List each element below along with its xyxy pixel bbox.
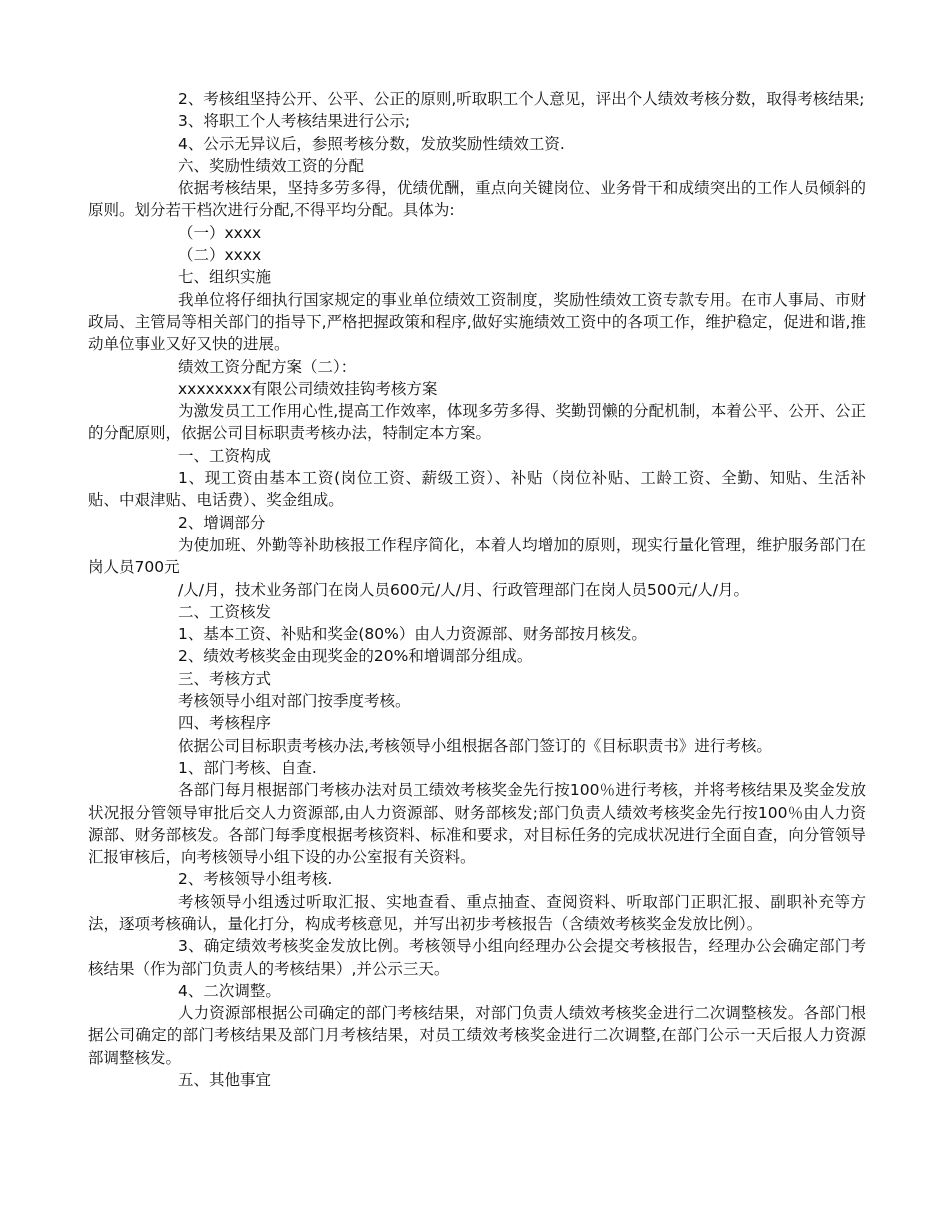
section-heading: 二、工资核发 xyxy=(178,602,272,621)
paragraph: 为使加班、外勤等补助核报工作程序简化，本着人均增加的原则，现实行量化管理，维护服务部门在岗人员700元 xyxy=(88,535,866,577)
section-heading: 2、考核领导小组考核. xyxy=(178,870,333,889)
paragraph: 1、基本工资、补贴和奖金(80%）由人力资源部、财务部按月核发。 xyxy=(178,625,647,644)
paragraph: 考核领导小组对部门按季度考核。 xyxy=(178,692,411,711)
list-item: （一）xxxx xyxy=(178,223,262,242)
paragraph: 依据考核结果，坚持多劳多得，优绩优酬，重点向关键岗位、业务骨干和成绩突出的工作人员倾斜的原则。划分若干档次进行分配,不得平均分配。具体为: xyxy=(88,179,866,220)
paragraph: 4、公示无异议后，参照考核分数，发放奖励性绩效工资. xyxy=(178,134,565,153)
paragraph: 考核领导小组透过听取汇报、实地查看、重点抽查、查阅资料、听取部门正职汇报、副职补充等方法，逐项考核确认，量化打分，构成考核意见，并写出初步考核报告（含绩效考核奖金发放比例）。 xyxy=(88,892,866,933)
section-heading: 七、组织实施 xyxy=(178,268,272,287)
section-heading: 1、部门考核、自查. xyxy=(178,758,317,777)
paragraph: 3、确定绩效考核奖金发放比例。考核领导小组向经理办公会提交考核报告，经理办公会确定部门考核结果（作为部门负责人的考核结果）,并公示三天。 xyxy=(88,937,866,978)
paragraph: 为激发员工工作用心性,提高工作效率，体现多劳多得、奖勤罚懒的分配机制，本着公平、公开、公正的分配原则，依据公司目标职责考核办法，特制定本方案。 xyxy=(88,402,866,443)
list-item: （二）xxxx xyxy=(178,246,262,265)
paragraph: 依据公司目标职责考核办法,考核领导小组根据各部门签订的《目标职责书》进行考核。 xyxy=(178,736,772,755)
section-heading: 三、考核方式 xyxy=(178,669,272,688)
section-heading: 一、工资构成 xyxy=(178,446,272,465)
section-heading: 4、二次调整。 xyxy=(178,981,281,1000)
paragraph: 我单位将仔细执行国家规定的事业单位绩效工资制度，奖励性绩效工资专款专用。在市人事局、市财政局、主管局等相关部门的指导下,严格把握政策和程序,做好实施绩效工资中的各项工作，维护稳定，促进和谐,推动单位事业又好又快的进展。 xyxy=(88,290,866,354)
section-heading: 四、考核程序 xyxy=(178,714,272,733)
paragraph: 2、绩效考核奖金由现奖金的20%和增调部分组成。 xyxy=(178,647,533,666)
section-heading: 六、奖励性绩效工资的分配 xyxy=(178,156,365,175)
document-body xyxy=(88,88,866,1091)
section-heading: 五、其他事宜 xyxy=(178,1071,272,1090)
section-heading: 绩效工资分配方案（二）： xyxy=(178,357,357,376)
paragraph: 3、将职工个人考核结果进行公示; xyxy=(178,112,411,131)
paragraph: 1、现工资由基本工资(岗位工资、薪级工资）、补贴（岗位补贴、工龄工资、全勤、知贴、生活补贴、中艰津贴、电话费）、奖金组成。 xyxy=(88,469,866,510)
paragraph: 各部门每月根据部门考核办法对员工绩效考核奖金先行按100％进行考核，并将考核结果及奖金发放状况报分管领导审批后交人力资源部,由人力资源部、财务部核发;部门负责人绩效考核奖金先行按100％由人力资源部、财务部核发。各部门每季度根据考核资料、标准和要求，对目标任务的完成状况进行全面自查，向分管领导汇报审核后，向考核领导小组下设的办公室报有关资料。 xyxy=(88,781,866,867)
paragraph: 人力资源部根据公司确定的部门考核结果，对部门负责人绩效考核奖金进行二次调整核发。各部门根据公司确定的部门考核结果及部门月考核结果，对员工绩效考核奖金进行二次调整,在部门公示一天后报人力资源部调整核发。 xyxy=(88,1004,866,1067)
section-heading: 2、增调部分 xyxy=(178,513,266,532)
paragraph: /人/月，技术业务部门在岗人员600元/人/月、行政管理部门在岗人员500元/人/月。 xyxy=(178,580,750,599)
paragraph: 2、考核组坚持公开、公平、公正的原则,听取职工个人意见，评出个人绩效考核分数，取得考核结果; xyxy=(178,90,865,108)
document-title: xxxxxxxx有限公司绩效挂钩考核方案 xyxy=(178,379,438,398)
